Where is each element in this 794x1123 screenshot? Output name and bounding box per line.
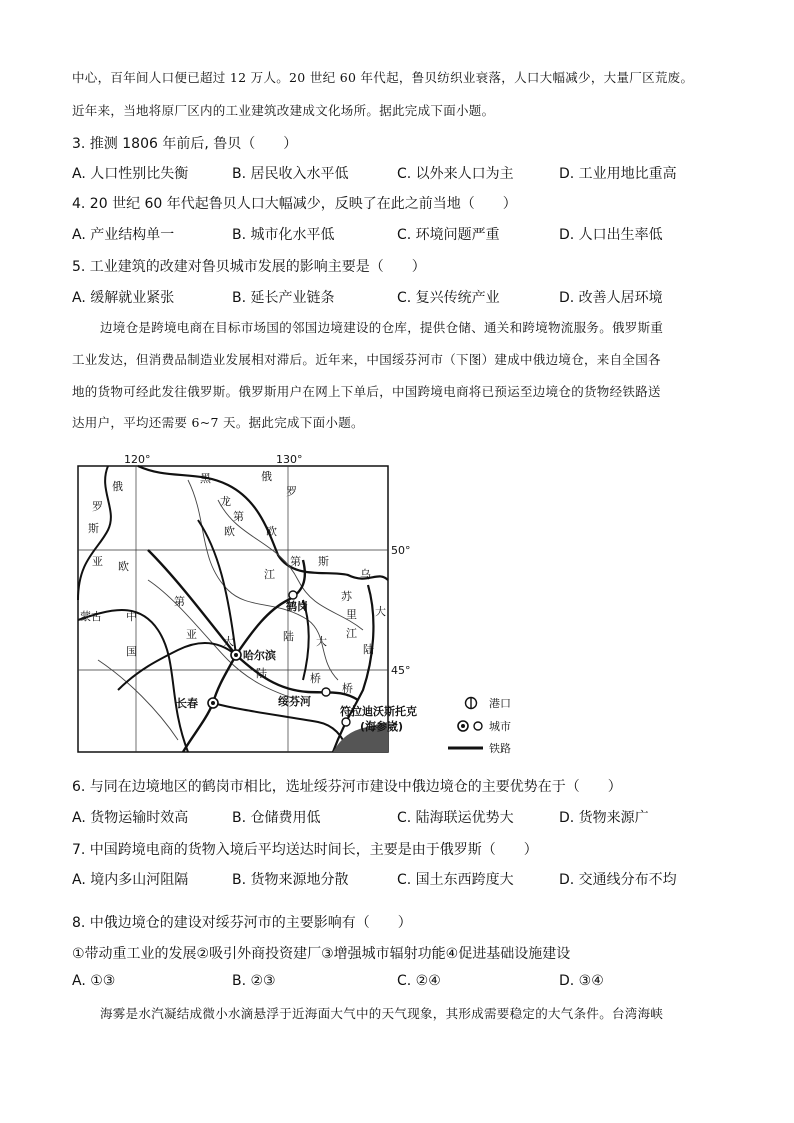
region-char: 国 xyxy=(126,645,137,658)
lon-label-130: 130° xyxy=(276,453,303,466)
region-char: 罗 xyxy=(286,485,297,498)
question-4-option-d[interactable]: D. 人口出生率低 xyxy=(559,227,663,243)
region-char: 欧 xyxy=(266,525,277,538)
question-7-stem: 7. 中国跨境电商的货物入境后平均送达时间长，主要是由于俄罗斯（ ） xyxy=(72,842,538,858)
region-char: 亚 xyxy=(92,555,103,568)
question-8-option-c[interactable]: C. ②④ xyxy=(397,973,441,989)
question-3-option-a[interactable]: A. 人口性别比失衡 xyxy=(72,166,189,182)
region-char: 苏 xyxy=(341,590,352,603)
city-marker-dot xyxy=(211,701,215,705)
question-7-option-d[interactable]: D. 交通线分布不均 xyxy=(559,872,677,888)
legend-port-label: 港口 xyxy=(489,697,511,710)
question-8-items: ①带动重工业的发展②吸引外商投资建厂③增强城市辐射功能④促进基础设施建设 xyxy=(72,946,571,962)
city-marker xyxy=(322,688,330,696)
region-char: 大 xyxy=(316,635,327,648)
question-8-stem: 8. 中俄边境仓的建设对绥芬河市的主要影响有（ ） xyxy=(72,915,412,931)
region-char: 第 xyxy=(174,595,185,608)
region-char: 第 xyxy=(233,510,244,523)
legend-railway-label: 铁路 xyxy=(489,742,511,755)
lat-label-50: 50° xyxy=(391,544,411,557)
region-char: 斯 xyxy=(318,555,329,568)
region-char: 陆 xyxy=(363,643,374,656)
region-char: 陆 xyxy=(283,630,294,643)
question-5-option-d[interactable]: D. 改善人居环境 xyxy=(559,290,663,306)
question-8-options xyxy=(72,973,732,993)
passage-2-line-4: 达用户，平均还需要 6~7 天。据此完成下面小题。 xyxy=(72,415,364,430)
city-label-suifenhe: 绥芬河 xyxy=(278,695,311,708)
question-6-options xyxy=(72,807,732,827)
city-label-vladivostok: 符拉迪沃斯托克 xyxy=(340,705,417,718)
region-char: 亚 xyxy=(186,628,197,641)
question-5-option-a[interactable]: A. 缓解就业紧张 xyxy=(72,290,175,306)
region-char: 桥 xyxy=(310,672,321,685)
passage-2-line-1: 边境仓是跨境电商在目标市场国的邻国边境建设的仓库，提供仓储、通关和跨境物流服务。俄罗斯重 xyxy=(100,320,664,335)
region-char: 江 xyxy=(346,627,357,640)
question-6-option-a[interactable]: A. 货物运输时效高 xyxy=(72,810,189,826)
region-char: 斯 xyxy=(88,522,99,535)
question-3-option-b[interactable]: B. 居民收入水平低 xyxy=(232,166,349,182)
city-label-hegang: 鹤岗 xyxy=(286,600,308,613)
region-char: 乌 xyxy=(360,568,371,581)
region-char: 第 xyxy=(290,555,301,568)
question-7-option-c[interactable]: C. 国土东西跨度大 xyxy=(397,872,514,888)
city-icon xyxy=(474,722,482,730)
city-harbin xyxy=(231,648,276,662)
city-changchun xyxy=(176,696,218,710)
passage-3-line-1: 海雾是水汽凝结成微小水滴悬浮于近海面大气中的天气现象，其形成需要稳定的大气条件。台湾海峡 xyxy=(100,1006,664,1021)
region-char: 大 xyxy=(375,605,386,618)
region-char: 大 xyxy=(223,635,234,648)
question-6-option-d[interactable]: D. 货物来源广 xyxy=(559,810,649,826)
city-label-vladivostok-cn: (海参崴) xyxy=(360,720,404,733)
port-marker xyxy=(342,718,350,726)
passage-2-line-3: 地的货物可经此发往俄罗斯。俄罗斯用户在网上下单后，中国跨境电商将已预运至边境仓的货物经铁路送 xyxy=(72,384,661,399)
region-char: 俄 xyxy=(112,480,123,493)
question-3-option-c[interactable]: C. 以外来人口为主 xyxy=(397,166,514,182)
question-8-option-d[interactable]: D. ③④ xyxy=(559,973,604,989)
region-char: 龙 xyxy=(220,495,231,508)
city-label-harbin: 哈尔滨 xyxy=(243,649,276,662)
region-char: 桥 xyxy=(342,682,353,695)
question-7-option-b[interactable]: B. 货物来源地分散 xyxy=(232,872,349,888)
region-char: 罗 xyxy=(92,500,103,513)
question-4-stem: 4. 20 世纪 60 年代起鲁贝人口大幅减少，反映了在此之前当地（ ） xyxy=(72,196,517,212)
passage-2-line-2: 工业发达，但消费品制造业发展相对滞后。近年来，中国绥芬河市（下图）建成中俄边境仓，来自全国各 xyxy=(72,352,661,367)
question-6-stem: 6. 与同在边境地区的鹤岗市相比，选址绥芬河市建设中俄边境仓的主要优势在于（ ） xyxy=(72,779,622,795)
question-4-option-b[interactable]: B. 城市化水平低 xyxy=(232,227,335,243)
question-8-option-a[interactable]: A. ①③ xyxy=(72,973,116,989)
question-7-options xyxy=(72,869,732,889)
question-6-option-c[interactable]: C. 陆海联运优势大 xyxy=(397,810,514,826)
intro-line-2: 近年来，当地将原厂区内的工业建筑改建成文化场所。据此完成下面小题。 xyxy=(72,103,495,118)
question-3-stem: 3. 推测 1806 年前后, 鲁贝（ ） xyxy=(72,136,298,152)
city-label-changchun: 长春 xyxy=(176,697,198,710)
question-7-option-a[interactable]: A. 境内多山河阻隔 xyxy=(72,872,189,888)
region-char: 江 xyxy=(264,568,275,581)
region-char: 蒙古 xyxy=(80,610,102,623)
question-5-option-b[interactable]: B. 延长产业链条 xyxy=(232,290,335,306)
city-marker-dot xyxy=(234,653,238,657)
city-marker xyxy=(289,591,297,599)
question-5-option-c[interactable]: C. 复兴传统产业 xyxy=(397,290,500,306)
legend-city-label: 城市 xyxy=(489,720,511,733)
region-char: 俄 xyxy=(261,470,272,483)
intro-line-1: 中心，百年间人口便已超过 12 万人。20 世纪 60 年代起，鲁贝纺织业衰落，人口大幅减少，大量厂区荒废。 xyxy=(72,70,694,85)
region-char: 欧 xyxy=(118,560,129,573)
question-5-options xyxy=(72,287,732,307)
region-char: 里 xyxy=(346,608,357,621)
lat-label-45: 45° xyxy=(391,664,411,677)
region-char: 中 xyxy=(126,610,137,623)
question-3-options xyxy=(72,163,732,183)
question-4-options xyxy=(72,224,732,244)
region-char: 陆 xyxy=(256,667,267,680)
question-8-option-b[interactable]: B. ②③ xyxy=(232,973,276,989)
lon-label-120: 120° xyxy=(124,453,151,466)
question-3-option-d[interactable]: D. 工业用地比重高 xyxy=(559,166,677,182)
major-city-icon-dot xyxy=(461,724,465,728)
question-5-stem: 5. 工业建筑的改建对鲁贝城市发展的影响主要是（ ） xyxy=(72,259,426,275)
region-char: 欧 xyxy=(224,525,235,538)
question-4-option-a[interactable]: A. 产业结构单一 xyxy=(72,227,175,243)
map-legend xyxy=(448,696,511,755)
northeast-china-map xyxy=(78,453,540,756)
region-char: 黑 xyxy=(200,472,211,485)
question-6-option-b[interactable]: B. 仓储费用低 xyxy=(232,810,321,826)
question-4-option-c[interactable]: C. 环境问题严重 xyxy=(397,227,500,243)
